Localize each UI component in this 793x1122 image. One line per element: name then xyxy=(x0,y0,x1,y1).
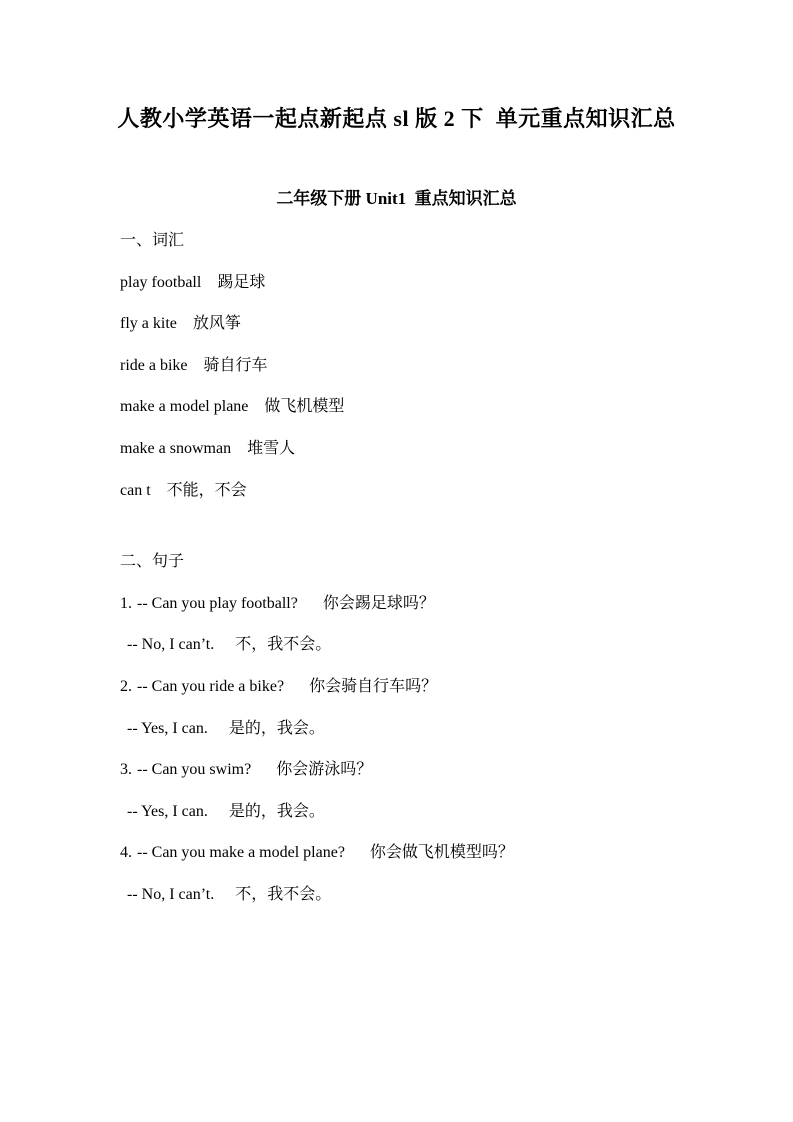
sentence-question xyxy=(120,666,733,708)
vocab-en: make a snowman xyxy=(120,439,232,457)
vocab-en: play football xyxy=(120,273,202,291)
vocab-en: ride a bike xyxy=(120,356,188,374)
vocab-item xyxy=(120,470,733,512)
question-en: -- Can you play football? xyxy=(137,594,298,612)
vocab-zh: 骑自行车 xyxy=(203,356,268,374)
answer-en: -- Yes, I can. xyxy=(127,719,208,737)
sentence-answer xyxy=(120,708,733,750)
doc-subtitle: 二年级下册 Unit1 重点知识汇总 xyxy=(276,189,517,208)
vocab-zh: 不能，不会 xyxy=(166,481,247,499)
vocab-zh: 做飞机模型 xyxy=(264,398,345,416)
answer-zh: 不，我不会。 xyxy=(235,885,332,903)
vocab-en: make a model plane xyxy=(120,398,249,416)
sentence-question xyxy=(120,832,733,874)
sentence-number: 2. xyxy=(120,677,132,695)
question-zh: 你会骑自行车吗？ xyxy=(309,677,438,695)
sentence-answer xyxy=(120,874,733,916)
vocab-zh: 堆雪人 xyxy=(247,439,296,457)
vocabulary-heading: 一、词汇 xyxy=(120,232,185,249)
sentence-answer xyxy=(120,791,733,833)
vocab-item xyxy=(120,386,733,428)
question-zh: 你会游泳吗？ xyxy=(276,761,373,779)
answer-zh: 是的，我会。 xyxy=(228,802,325,820)
vocab-item xyxy=(120,303,733,345)
question-en: -- Can you ride a bike? xyxy=(137,677,285,695)
sentence-question xyxy=(120,583,733,625)
answer-en: -- No, I can’t. xyxy=(127,636,215,654)
vocab-en: fly a kite xyxy=(120,315,177,333)
vocab-en: can t xyxy=(120,481,151,499)
question-en: -- Can you make a model plane? xyxy=(137,844,345,862)
answer-en: -- No, I can’t. xyxy=(127,885,215,903)
sentence-number: 4. xyxy=(120,844,132,862)
vocab-zh: 踢足球 xyxy=(217,273,266,291)
question-zh: 你会踢足球吗？ xyxy=(322,594,435,612)
sentence-number: 1. xyxy=(120,594,132,612)
vocab-item xyxy=(120,262,733,304)
answer-en: -- Yes, I can. xyxy=(127,802,208,820)
vocab-item xyxy=(120,428,733,470)
answer-zh: 是的，我会。 xyxy=(228,719,325,737)
vocab-zh: 放风筝 xyxy=(192,315,241,333)
sentence-answer xyxy=(120,624,733,666)
question-zh: 你会做飞机模型吗？ xyxy=(369,844,514,862)
sentence-question xyxy=(120,749,733,791)
question-en: -- Can you swim? xyxy=(137,761,252,779)
sentences-heading: 二、句子 xyxy=(120,553,185,571)
answer-zh: 不，我不会。 xyxy=(235,636,332,654)
vocab-item xyxy=(120,345,733,387)
sentence-number: 3. xyxy=(120,761,132,779)
doc-title: 人教小学英语一起点新起点 sl 版 2 下 单元重点知识汇总 xyxy=(117,106,676,131)
